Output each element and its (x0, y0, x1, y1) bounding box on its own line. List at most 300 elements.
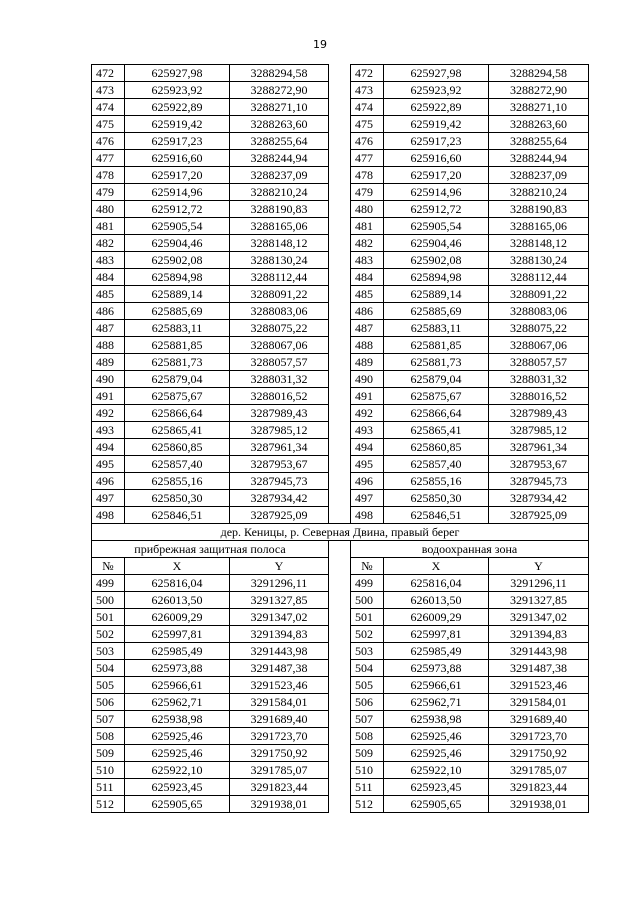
y-coordinate-cell: 3291785,07 (230, 762, 329, 779)
column-gap (329, 422, 351, 439)
y-coordinate-cell: 3288075,22 (230, 320, 329, 337)
y-coordinate-cell: 3288130,24 (230, 252, 329, 269)
y-coordinate-cell: 3288067,06 (230, 337, 329, 354)
x-coordinate-cell: 625881,73 (125, 354, 230, 371)
x-coordinate-cell: 625865,41 (384, 422, 489, 439)
x-coordinate-cell: 625925,46 (384, 728, 489, 745)
y-coordinate-cell: 3288057,57 (230, 354, 329, 371)
y-coordinate-cell: 3291296,11 (489, 575, 589, 592)
point-number-cell: 501 (351, 609, 384, 626)
y-coordinate-cell: 3291523,46 (489, 677, 589, 694)
table-row (92, 286, 589, 303)
y-coordinate-cell: 3288112,44 (489, 269, 589, 286)
x-coordinate-cell: 625914,96 (125, 184, 230, 201)
x-coordinate-cell: 625904,46 (384, 235, 489, 252)
x-coordinate-cell: 625883,11 (384, 320, 489, 337)
column-gap (329, 252, 351, 269)
x-coordinate-cell: 625985,49 (384, 643, 489, 660)
column-gap (329, 745, 351, 762)
x-column-header: X (384, 558, 489, 575)
y-coordinate-cell: 3288130,24 (489, 252, 589, 269)
point-number-cell: 512 (92, 796, 125, 813)
number-column-header: № (92, 558, 125, 575)
y-coordinate-cell: 3287989,43 (489, 405, 589, 422)
y-coordinate-cell: 3287934,42 (230, 490, 329, 507)
y-coordinate-cell: 3288031,32 (489, 371, 589, 388)
table-row (92, 796, 589, 813)
x-coordinate-cell: 625917,20 (125, 167, 230, 184)
y-coordinate-cell: 3288255,64 (489, 133, 589, 150)
y-coordinate-cell: 3288016,52 (230, 388, 329, 405)
point-number-cell: 475 (351, 116, 384, 133)
x-coordinate-cell: 625916,60 (384, 150, 489, 167)
column-gap (329, 507, 351, 524)
x-coordinate-cell: 625904,46 (125, 235, 230, 252)
y-coordinate-cell: 3291750,92 (230, 745, 329, 762)
x-coordinate-cell: 625966,61 (125, 677, 230, 694)
point-number-cell: 483 (92, 252, 125, 269)
column-gap (329, 201, 351, 218)
x-coordinate-cell: 625860,85 (384, 439, 489, 456)
table-row (92, 320, 589, 337)
column-gap (329, 65, 351, 82)
point-number-cell: 473 (351, 82, 384, 99)
point-number-cell: 472 (92, 65, 125, 82)
x-coordinate-cell: 625879,04 (384, 371, 489, 388)
column-gap (329, 796, 351, 813)
y-column-header: Y (489, 558, 589, 575)
point-number-cell: 488 (351, 337, 384, 354)
y-coordinate-cell: 3288031,32 (230, 371, 329, 388)
x-coordinate-cell: 625917,20 (384, 167, 489, 184)
y-coordinate-cell: 3288075,22 (489, 320, 589, 337)
column-gap (329, 320, 351, 337)
x-coordinate-cell: 625927,98 (125, 65, 230, 82)
point-number-cell: 504 (92, 660, 125, 677)
y-coordinate-cell: 3291443,98 (230, 643, 329, 660)
point-number-cell: 486 (351, 303, 384, 320)
x-coordinate-cell: 625816,04 (125, 575, 230, 592)
x-coordinate-cell: 625889,14 (125, 286, 230, 303)
x-coordinate-cell: 625997,81 (125, 626, 230, 643)
y-column-header: Y (230, 558, 329, 575)
x-coordinate-cell: 625997,81 (384, 626, 489, 643)
point-number-cell: 512 (351, 796, 384, 813)
point-number-cell: 488 (92, 337, 125, 354)
point-number-cell: 482 (351, 235, 384, 252)
y-coordinate-cell: 3291327,85 (230, 592, 329, 609)
x-coordinate-cell: 625881,85 (125, 337, 230, 354)
point-number-cell: 498 (351, 507, 384, 524)
point-number-cell: 476 (92, 133, 125, 150)
point-number-cell: 478 (92, 167, 125, 184)
point-number-cell: 507 (351, 711, 384, 728)
point-number-cell: 481 (351, 218, 384, 235)
point-number-cell: 477 (351, 150, 384, 167)
column-gap (329, 405, 351, 422)
water-protection-zone-title: водоохранная зона (351, 541, 589, 558)
point-number-cell: 506 (92, 694, 125, 711)
table-row (92, 473, 589, 490)
point-number-cell: 499 (92, 575, 125, 592)
table-row (92, 235, 589, 252)
table-row (92, 762, 589, 779)
x-coordinate-cell: 625905,54 (384, 218, 489, 235)
y-coordinate-cell: 3288272,90 (489, 82, 589, 99)
column-gap (329, 167, 351, 184)
table-row (92, 507, 589, 524)
point-number-cell: 503 (92, 643, 125, 660)
table-row (92, 711, 589, 728)
table-row (92, 116, 589, 133)
point-number-cell: 478 (351, 167, 384, 184)
table-row (92, 354, 589, 371)
y-coordinate-cell: 3287945,73 (230, 473, 329, 490)
x-coordinate-cell: 625923,45 (125, 779, 230, 796)
table-row (92, 218, 589, 235)
point-number-cell: 504 (351, 660, 384, 677)
column-gap (329, 388, 351, 405)
y-coordinate-cell: 3291723,70 (230, 728, 329, 745)
x-coordinate-cell: 625919,42 (384, 116, 489, 133)
y-coordinate-cell: 3288272,90 (230, 82, 329, 99)
column-gap (329, 558, 351, 575)
table-row (92, 371, 589, 388)
x-coordinate-cell: 625902,08 (125, 252, 230, 269)
point-number-cell: 484 (351, 269, 384, 286)
y-coordinate-cell: 3291584,01 (489, 694, 589, 711)
x-coordinate-cell: 625857,40 (384, 456, 489, 473)
column-gap (329, 643, 351, 660)
table-row (92, 575, 589, 592)
x-coordinate-cell: 625881,85 (384, 337, 489, 354)
number-column-header: № (351, 558, 384, 575)
x-coordinate-cell: 625917,23 (384, 133, 489, 150)
point-number-cell: 500 (92, 592, 125, 609)
table-row (92, 167, 589, 184)
y-coordinate-cell: 3291487,38 (489, 660, 589, 677)
table-row (92, 65, 589, 82)
x-coordinate-cell: 625914,96 (384, 184, 489, 201)
section-title: дер. Кеницы, р. Северная Двина, правый берег (92, 524, 589, 541)
x-coordinate-cell: 625846,51 (384, 507, 489, 524)
y-coordinate-cell: 3288255,64 (230, 133, 329, 150)
point-number-cell: 500 (351, 592, 384, 609)
point-number-cell: 502 (92, 626, 125, 643)
x-coordinate-cell: 625923,92 (125, 82, 230, 99)
point-number-cell: 501 (92, 609, 125, 626)
x-coordinate-cell: 625865,41 (125, 422, 230, 439)
column-gap (329, 660, 351, 677)
column-gap (329, 116, 351, 133)
table-row (92, 456, 589, 473)
table-row (92, 779, 589, 796)
column-gap (329, 677, 351, 694)
point-number-cell: 474 (92, 99, 125, 116)
point-number-cell: 494 (92, 439, 125, 456)
point-number-cell: 482 (92, 235, 125, 252)
x-column-header: X (125, 558, 230, 575)
y-coordinate-cell: 3287925,09 (489, 507, 589, 524)
y-coordinate-cell: 3291347,02 (230, 609, 329, 626)
y-coordinate-cell: 3291487,38 (230, 660, 329, 677)
x-coordinate-cell: 626013,50 (384, 592, 489, 609)
column-gap (329, 609, 351, 626)
x-coordinate-cell: 625894,98 (384, 269, 489, 286)
point-number-cell: 491 (351, 388, 384, 405)
point-number-cell: 493 (351, 422, 384, 439)
point-number-cell: 486 (92, 303, 125, 320)
point-number-cell: 483 (351, 252, 384, 269)
y-coordinate-cell: 3288271,10 (489, 99, 589, 116)
table-row (92, 388, 589, 405)
y-coordinate-cell: 3287934,42 (489, 490, 589, 507)
y-coordinate-cell: 3287961,34 (489, 439, 589, 456)
x-coordinate-cell: 625855,16 (125, 473, 230, 490)
page-number: 19 (313, 38, 327, 51)
x-coordinate-cell: 625850,30 (125, 490, 230, 507)
x-coordinate-cell: 625866,64 (125, 405, 230, 422)
column-gap (329, 711, 351, 728)
table-row (92, 422, 589, 439)
x-coordinate-cell: 625879,04 (125, 371, 230, 388)
column-gap (329, 133, 351, 150)
coordinates-table (91, 64, 589, 813)
point-number-cell: 496 (351, 473, 384, 490)
x-coordinate-cell: 625927,98 (384, 65, 489, 82)
x-coordinate-cell: 625923,92 (384, 82, 489, 99)
point-number-cell: 511 (92, 779, 125, 796)
column-header-row (92, 558, 589, 575)
point-number-cell: 509 (351, 745, 384, 762)
column-gap (329, 99, 351, 116)
column-gap (329, 456, 351, 473)
point-number-cell: 498 (92, 507, 125, 524)
y-coordinate-cell: 3288112,44 (230, 269, 329, 286)
y-coordinate-cell: 3287953,67 (489, 456, 589, 473)
y-coordinate-cell: 3287925,09 (230, 507, 329, 524)
y-coordinate-cell: 3287985,12 (230, 422, 329, 439)
x-coordinate-cell: 625922,89 (125, 99, 230, 116)
y-coordinate-cell: 3288083,06 (489, 303, 589, 320)
section-title-row (92, 524, 589, 541)
x-coordinate-cell: 625905,54 (125, 218, 230, 235)
y-coordinate-cell: 3291327,85 (489, 592, 589, 609)
table-row (92, 252, 589, 269)
column-gap (329, 286, 351, 303)
y-coordinate-cell: 3291823,44 (489, 779, 589, 796)
column-gap (329, 150, 351, 167)
y-coordinate-cell: 3288237,09 (489, 167, 589, 184)
point-number-cell: 487 (351, 320, 384, 337)
x-coordinate-cell: 625885,69 (384, 303, 489, 320)
y-coordinate-cell: 3291689,40 (489, 711, 589, 728)
point-number-cell: 495 (92, 456, 125, 473)
x-coordinate-cell: 625850,30 (384, 490, 489, 507)
y-coordinate-cell: 3288190,83 (230, 201, 329, 218)
x-coordinate-cell: 625916,60 (125, 150, 230, 167)
x-coordinate-cell: 625922,89 (384, 99, 489, 116)
y-coordinate-cell: 3287989,43 (230, 405, 329, 422)
x-coordinate-cell: 625902,08 (384, 252, 489, 269)
point-number-cell: 511 (351, 779, 384, 796)
column-gap (329, 626, 351, 643)
y-coordinate-cell: 3288210,24 (489, 184, 589, 201)
x-coordinate-cell: 625923,45 (384, 779, 489, 796)
x-coordinate-cell: 625883,11 (125, 320, 230, 337)
point-number-cell: 485 (92, 286, 125, 303)
y-coordinate-cell: 3288190,83 (489, 201, 589, 218)
column-gap (329, 269, 351, 286)
x-coordinate-cell: 625925,46 (384, 745, 489, 762)
x-coordinate-cell: 625922,10 (384, 762, 489, 779)
y-coordinate-cell: 3291938,01 (489, 796, 589, 813)
x-coordinate-cell: 625855,16 (384, 473, 489, 490)
point-number-cell: 492 (351, 405, 384, 422)
point-number-cell: 510 (351, 762, 384, 779)
point-number-cell: 510 (92, 762, 125, 779)
point-number-cell: 480 (92, 201, 125, 218)
y-coordinate-cell: 3291394,83 (489, 626, 589, 643)
x-coordinate-cell: 625881,73 (384, 354, 489, 371)
y-coordinate-cell: 3288016,52 (489, 388, 589, 405)
x-coordinate-cell: 625875,67 (384, 388, 489, 405)
point-number-cell: 495 (351, 456, 384, 473)
x-coordinate-cell: 625866,64 (384, 405, 489, 422)
point-number-cell: 505 (351, 677, 384, 694)
column-gap (329, 762, 351, 779)
y-coordinate-cell: 3291785,07 (489, 762, 589, 779)
y-coordinate-cell: 3291938,01 (230, 796, 329, 813)
y-coordinate-cell: 3291523,46 (230, 677, 329, 694)
column-gap (329, 354, 351, 371)
point-number-cell: 502 (351, 626, 384, 643)
y-coordinate-cell: 3287953,67 (230, 456, 329, 473)
coordinates-table-body (92, 65, 589, 813)
table-row (92, 184, 589, 201)
table-row (92, 626, 589, 643)
column-gap (329, 337, 351, 354)
x-coordinate-cell: 625962,71 (125, 694, 230, 711)
table-row (92, 609, 589, 626)
point-number-cell: 485 (351, 286, 384, 303)
y-coordinate-cell: 3291584,01 (230, 694, 329, 711)
point-number-cell: 509 (92, 745, 125, 762)
y-coordinate-cell: 3291394,83 (230, 626, 329, 643)
table-row (92, 303, 589, 320)
x-coordinate-cell: 625938,98 (125, 711, 230, 728)
x-coordinate-cell: 625860,85 (125, 439, 230, 456)
y-coordinate-cell: 3288148,12 (230, 235, 329, 252)
point-number-cell: 491 (92, 388, 125, 405)
y-coordinate-cell: 3288271,10 (230, 99, 329, 116)
point-number-cell: 506 (351, 694, 384, 711)
column-gap (329, 575, 351, 592)
column-gap (329, 592, 351, 609)
x-coordinate-cell: 625857,40 (125, 456, 230, 473)
column-gap (329, 473, 351, 490)
table-row (92, 269, 589, 286)
table-row (92, 99, 589, 116)
x-coordinate-cell: 626009,29 (384, 609, 489, 626)
point-number-cell: 496 (92, 473, 125, 490)
y-coordinate-cell: 3288244,94 (230, 150, 329, 167)
y-coordinate-cell: 3291823,44 (230, 779, 329, 796)
y-coordinate-cell: 3288148,12 (489, 235, 589, 252)
x-coordinate-cell: 625894,98 (125, 269, 230, 286)
x-coordinate-cell: 625912,72 (125, 201, 230, 218)
table-row (92, 439, 589, 456)
point-number-cell: 490 (92, 371, 125, 388)
point-number-cell: 490 (351, 371, 384, 388)
table-row (92, 405, 589, 422)
x-coordinate-cell: 625905,65 (125, 796, 230, 813)
point-number-cell: 493 (92, 422, 125, 439)
y-coordinate-cell: 3291296,11 (230, 575, 329, 592)
point-number-cell: 499 (351, 575, 384, 592)
x-coordinate-cell: 625925,46 (125, 728, 230, 745)
table-row (92, 150, 589, 167)
y-coordinate-cell: 3288294,58 (489, 65, 589, 82)
point-number-cell: 477 (92, 150, 125, 167)
y-coordinate-cell: 3288165,06 (230, 218, 329, 235)
x-coordinate-cell: 625938,98 (384, 711, 489, 728)
point-number-cell: 505 (92, 677, 125, 694)
x-coordinate-cell: 625922,10 (125, 762, 230, 779)
y-coordinate-cell: 3291750,92 (489, 745, 589, 762)
y-coordinate-cell: 3288294,58 (230, 65, 329, 82)
column-gap (329, 439, 351, 456)
x-coordinate-cell: 625889,14 (384, 286, 489, 303)
x-coordinate-cell: 625917,23 (125, 133, 230, 150)
y-coordinate-cell: 3288237,09 (230, 167, 329, 184)
x-coordinate-cell: 625846,51 (125, 507, 230, 524)
x-coordinate-cell: 625962,71 (384, 694, 489, 711)
y-coordinate-cell: 3288067,06 (489, 337, 589, 354)
point-number-cell: 497 (351, 490, 384, 507)
point-number-cell: 479 (351, 184, 384, 201)
x-coordinate-cell: 626009,29 (125, 609, 230, 626)
point-number-cell: 508 (351, 728, 384, 745)
point-number-cell: 475 (92, 116, 125, 133)
x-coordinate-cell: 625966,61 (384, 677, 489, 694)
x-coordinate-cell: 625885,69 (125, 303, 230, 320)
point-number-cell: 492 (92, 405, 125, 422)
point-number-cell: 481 (92, 218, 125, 235)
point-number-cell: 489 (351, 354, 384, 371)
point-number-cell: 507 (92, 711, 125, 728)
x-coordinate-cell: 626013,50 (125, 592, 230, 609)
y-coordinate-cell: 3288244,94 (489, 150, 589, 167)
point-number-cell: 476 (351, 133, 384, 150)
point-number-cell: 497 (92, 490, 125, 507)
table-row (92, 677, 589, 694)
x-coordinate-cell: 625905,65 (384, 796, 489, 813)
y-coordinate-cell: 3288083,06 (230, 303, 329, 320)
table-row (92, 660, 589, 677)
column-gap (329, 490, 351, 507)
y-coordinate-cell: 3287961,34 (230, 439, 329, 456)
y-coordinate-cell: 3287985,12 (489, 422, 589, 439)
y-coordinate-cell: 3288091,22 (489, 286, 589, 303)
table-row (92, 201, 589, 218)
y-coordinate-cell: 3288165,06 (489, 218, 589, 235)
table-row (92, 728, 589, 745)
point-number-cell: 484 (92, 269, 125, 286)
x-coordinate-cell: 625973,88 (125, 660, 230, 677)
column-gap (329, 235, 351, 252)
point-number-cell: 473 (92, 82, 125, 99)
